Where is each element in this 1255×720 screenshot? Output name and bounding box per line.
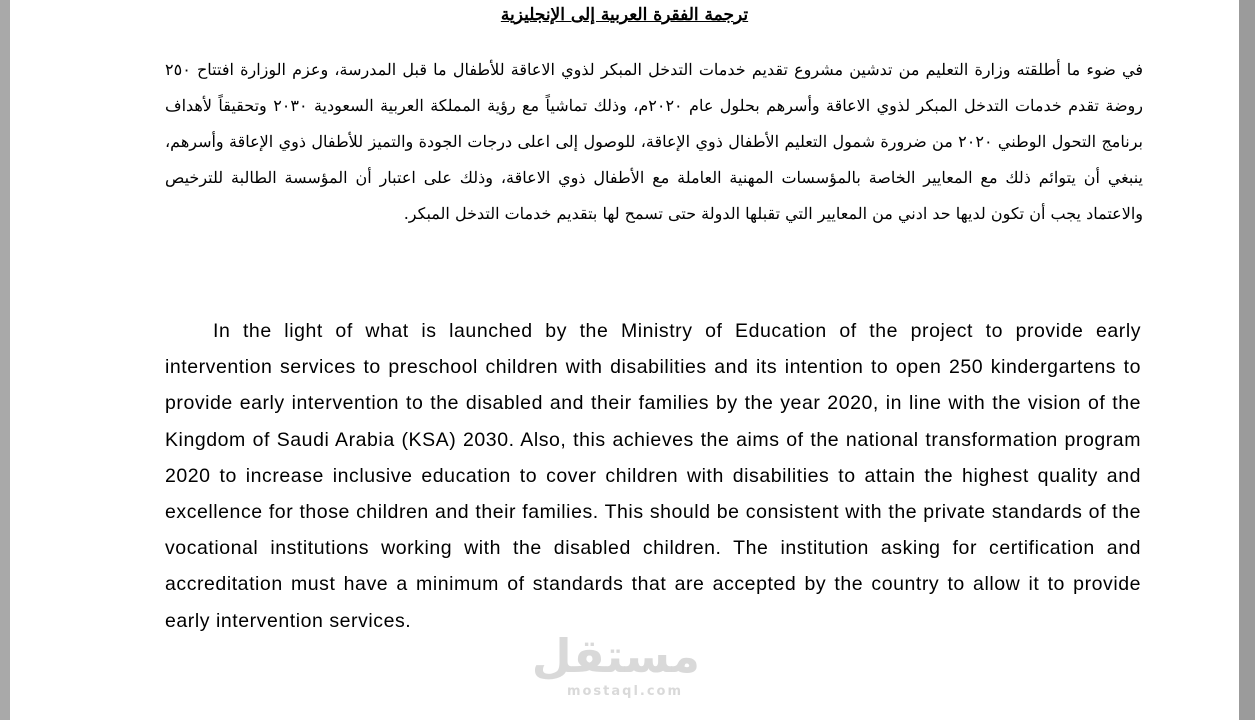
left-margin-bar <box>0 0 10 720</box>
right-margin-bar <box>1239 0 1255 720</box>
document-title: ترجمة الفقرة العربية إلى الإنجليزية <box>500 5 749 25</box>
arabic-paragraph: في ضوء ما أطلقته وزارة التعليم من تدشين مشروع تقديم خدمات التدخل المبكر لذوي الاعاقة للأطفال ما قبل المدرسة، وعزم الوزارة افتتاح ٢٥٠ روضة تقدم خدمات التدخل المبكر لذوي الاعاقة وأسرهم بحلول عام ٢٠٢٠م، وذلك تماشياً مع رؤية المملكة العربية السعودية ٢٠٣٠ وتحقيقاً لأهداف برنامج التحول الوطني ٢٠٢٠ من ضرورة شمول التعليم الأطفال ذوي الإعاقة، للوصول إلى اعلى درجات الجودة والتميز للأطفال ذوي الإعاقة وأسرهم، ينبغي أن يتوائم ذلك مع المعايير الخاصة بالمؤسسات المهنية العاملة مع الأطفال ذوي الاعاقة، وذلك على اعتبار أن المؤسسة الطالبة للترخيص والاعتماد يجب أن تكون لديها حد ادني من المعايير التي تقبلها الدولة حتى تسمح لها بتقديم خدمات التدخل المبكر. <box>165 60 1144 223</box>
watermark-logo <box>531 628 700 714</box>
watermark-sub-text: mostaql.com <box>566 684 684 699</box>
watermark-main-text: مستقل <box>531 629 700 683</box>
english-paragraph: In the light of what is launched by the Ministry of Education of the project to provide early intervention services to preschool children with disabilities and its intention to open 250 kindergartens to provide early intervention to the disabled and their families by the year 2020, in line with the vision of the Kingdom of Saudi Arabia (KSA) 2030. Also, this achieves the aims of the national transformation program 2020 to increase inclusive education to cover children with disabilities to attain the highest quality and excellence for those children and their families. This should be consistent with the private standards of the vocational institutions working with the disabled children. The institution asking for certification and accreditation must have a minimum of standards that are accepted by the country to allow it to provide early intervention services. <box>165 320 1141 632</box>
document-page <box>10 0 1239 720</box>
